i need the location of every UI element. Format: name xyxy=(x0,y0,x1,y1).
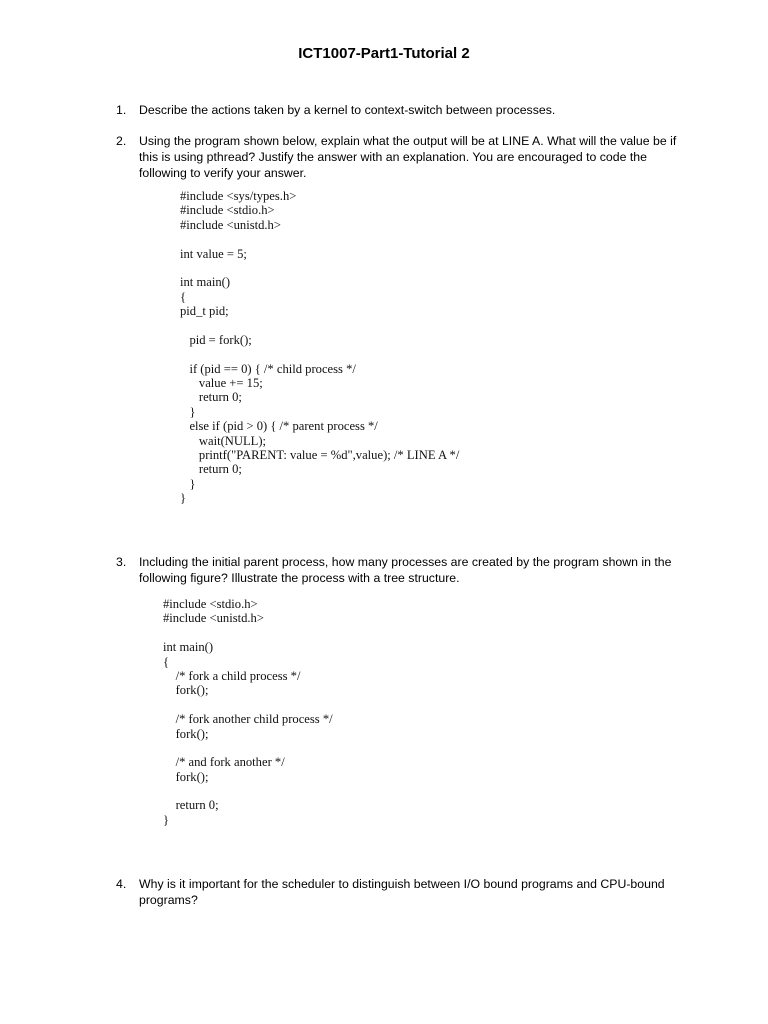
question-number: 3. xyxy=(116,555,127,569)
code-line: pid = fork(); xyxy=(180,332,252,347)
question-4 xyxy=(116,876,686,908)
code-line xyxy=(163,626,333,640)
code-line xyxy=(180,261,459,275)
code-line: int main() xyxy=(180,275,231,290)
question-3 xyxy=(116,554,686,586)
code-line xyxy=(180,347,459,361)
code-line: int main() xyxy=(163,640,214,655)
code-line: fork(); xyxy=(163,726,209,741)
code-line: pid_t pid; xyxy=(180,304,229,319)
question-number: 2. xyxy=(116,134,127,148)
question-number: 1. xyxy=(116,103,127,117)
question-1 xyxy=(116,102,686,118)
code-line: #include <sys/types.h> xyxy=(180,189,297,203)
code-line: } xyxy=(180,491,187,506)
code-line: #include <stdio.h> xyxy=(180,203,275,218)
code-line: return 0; xyxy=(180,462,242,477)
code-line: fork(); xyxy=(163,769,209,784)
code-line xyxy=(163,741,333,755)
code-line: fork(); xyxy=(163,683,209,698)
code-line: /* and fork another */ xyxy=(163,755,285,770)
question-text: Including the initial parent process, how many processes are created by the program shown in the following figure? Illustrate the process with a tree structure. xyxy=(139,555,672,585)
code-line: /* fork a child process */ xyxy=(163,668,301,683)
code-listing-triple-fork xyxy=(163,597,333,827)
code-line: #include <unistd.h> xyxy=(163,611,264,626)
question-number: 4. xyxy=(116,877,127,891)
code-line xyxy=(180,319,459,333)
question-text: Why is it important for the scheduler to distinguish between I/O bound programs and CPU-bound programs? xyxy=(139,877,665,907)
code-listing-fork-value xyxy=(180,189,459,506)
code-line: if (pid == 0) { /* child process */ xyxy=(180,361,356,376)
code-line xyxy=(180,232,459,246)
question-text: Using the program shown below, explain what the output will be at LINE A. What will the value be if this is using pthread? Justify the answer with an explanation. You are encouraged to code the following to verify your answer. xyxy=(139,134,677,180)
code-line xyxy=(163,784,333,798)
question-text: Describe the actions taken by a kernel to context-switch between processes. xyxy=(139,103,556,117)
code-line: printf("PARENT: value = %d",value); /* LINE A */ xyxy=(180,448,460,463)
code-line: } xyxy=(180,404,196,419)
code-line: return 0; xyxy=(163,798,219,813)
code-line: } xyxy=(180,476,196,491)
code-line: { xyxy=(180,289,187,304)
code-line: #include <stdio.h> xyxy=(163,597,258,611)
code-line xyxy=(163,698,333,712)
code-line: } xyxy=(163,812,170,827)
code-line: value += 15; xyxy=(180,376,263,391)
code-line: /* fork another child process */ xyxy=(163,712,333,727)
question-2 xyxy=(116,133,686,181)
code-line: else if (pid > 0) { /* parent process */ xyxy=(180,419,378,434)
code-line: return 0; xyxy=(180,390,242,405)
code-line: wait(NULL); xyxy=(180,433,267,448)
code-line: #include <unistd.h> xyxy=(180,217,281,232)
code-line: { xyxy=(163,654,170,669)
code-line: int value = 5; xyxy=(180,246,247,261)
page-title: ICT1007-Part1-Tutorial 2 xyxy=(298,45,470,62)
